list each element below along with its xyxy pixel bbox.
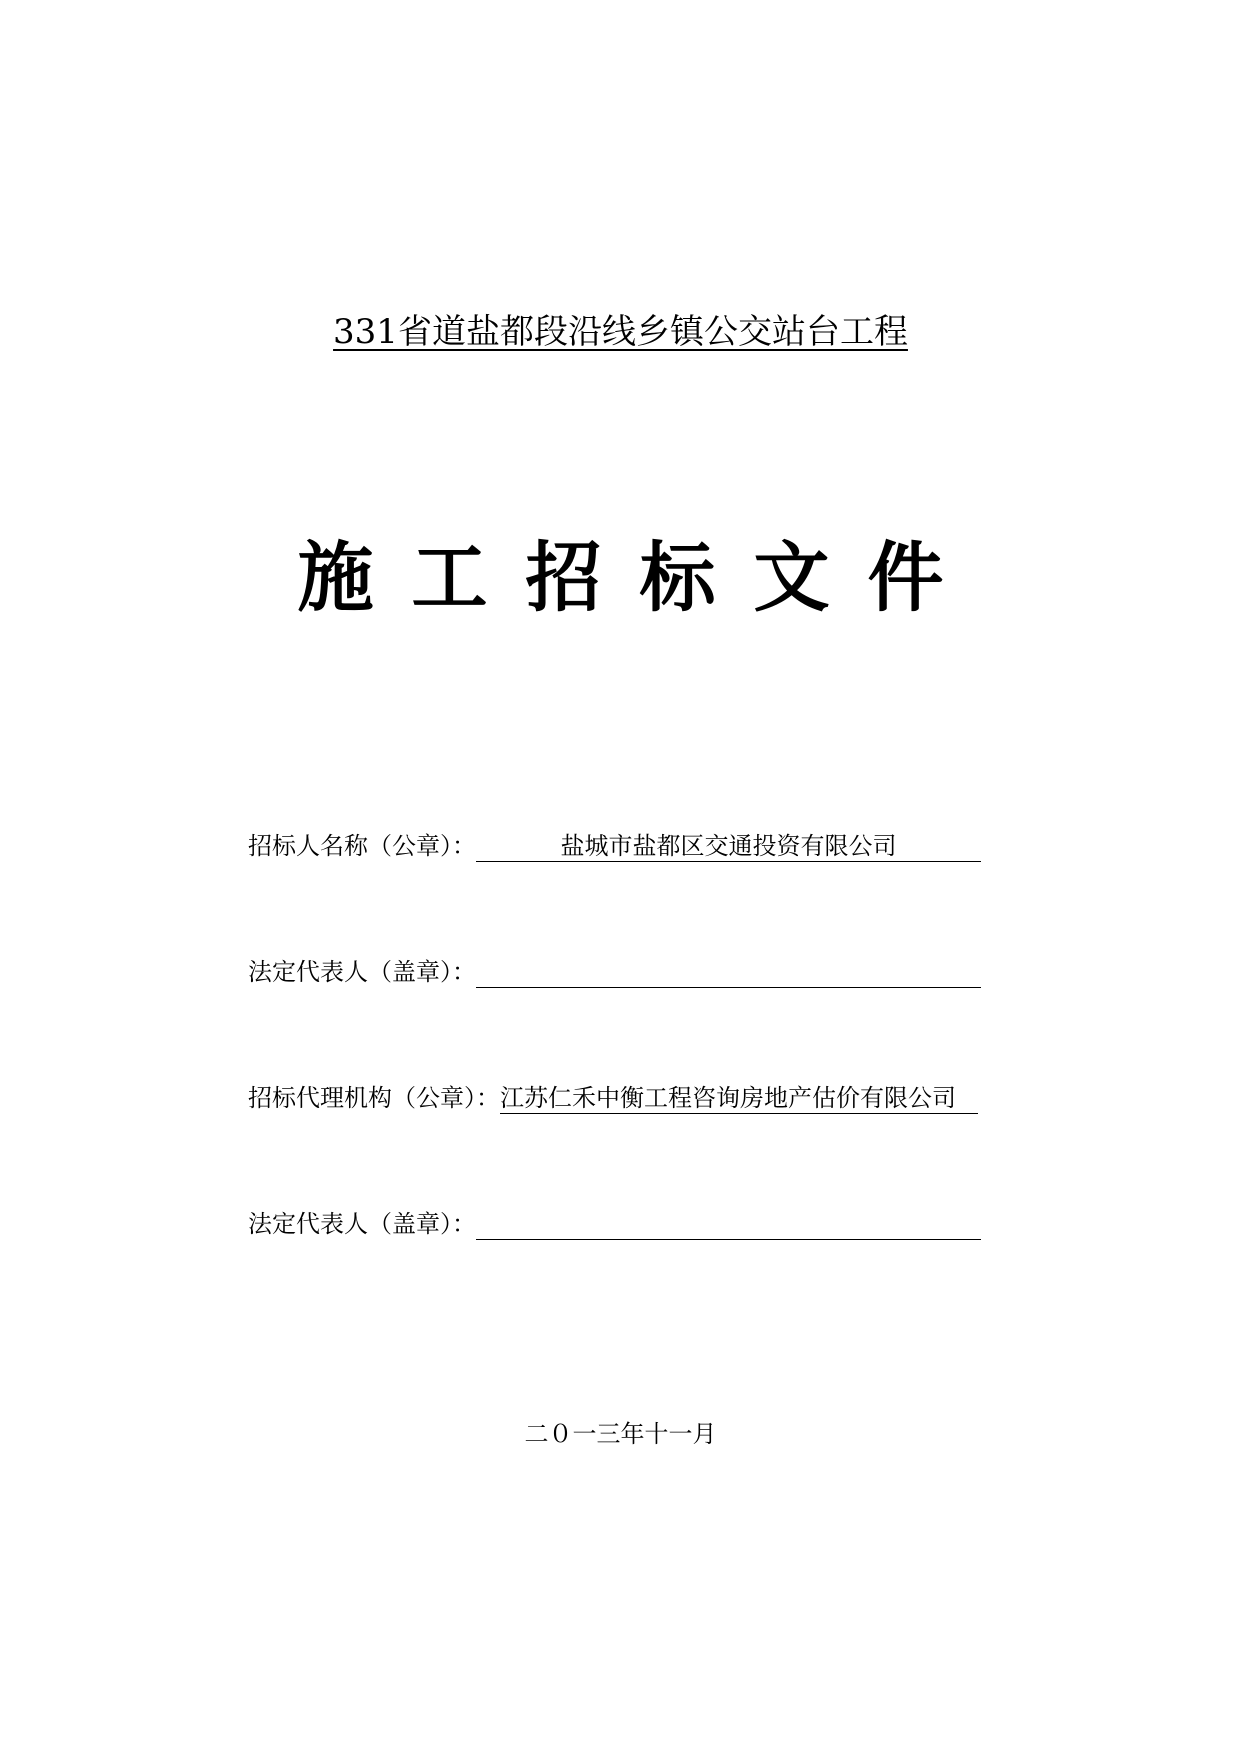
document-title: 施工招标文件 <box>297 533 982 622</box>
tenderer-name-field <box>248 826 981 862</box>
tenderer-legal-rep-label: 法定代表人（盖章）： <box>248 958 476 986</box>
agency-name-label: 招标代理机构（公章）： <box>248 1084 500 1112</box>
tenderer-legal-rep-value <box>476 956 981 988</box>
agency-name-value: 江苏仁禾中衡工程咨询房地产估价有限公司 <box>500 1082 978 1114</box>
tenderer-legal-rep-field <box>248 952 981 988</box>
project-title <box>0 310 1241 354</box>
agency-legal-rep-field <box>248 1204 981 1240</box>
agency-name-field <box>248 1078 978 1114</box>
tenderer-name-value: 盐城市盐都区交通投资有限公司 <box>476 830 981 862</box>
agency-legal-rep-label: 法定代表人（盖章）： <box>248 1210 476 1238</box>
tenderer-name-label: 招标人名称（公章）： <box>248 832 476 860</box>
agency-legal-rep-value <box>476 1208 981 1240</box>
document-date: 二０一三年十一月 <box>524 1420 717 1448</box>
project-title-text: 331省道盐都段沿线乡镇公交站台工程 <box>333 312 908 352</box>
